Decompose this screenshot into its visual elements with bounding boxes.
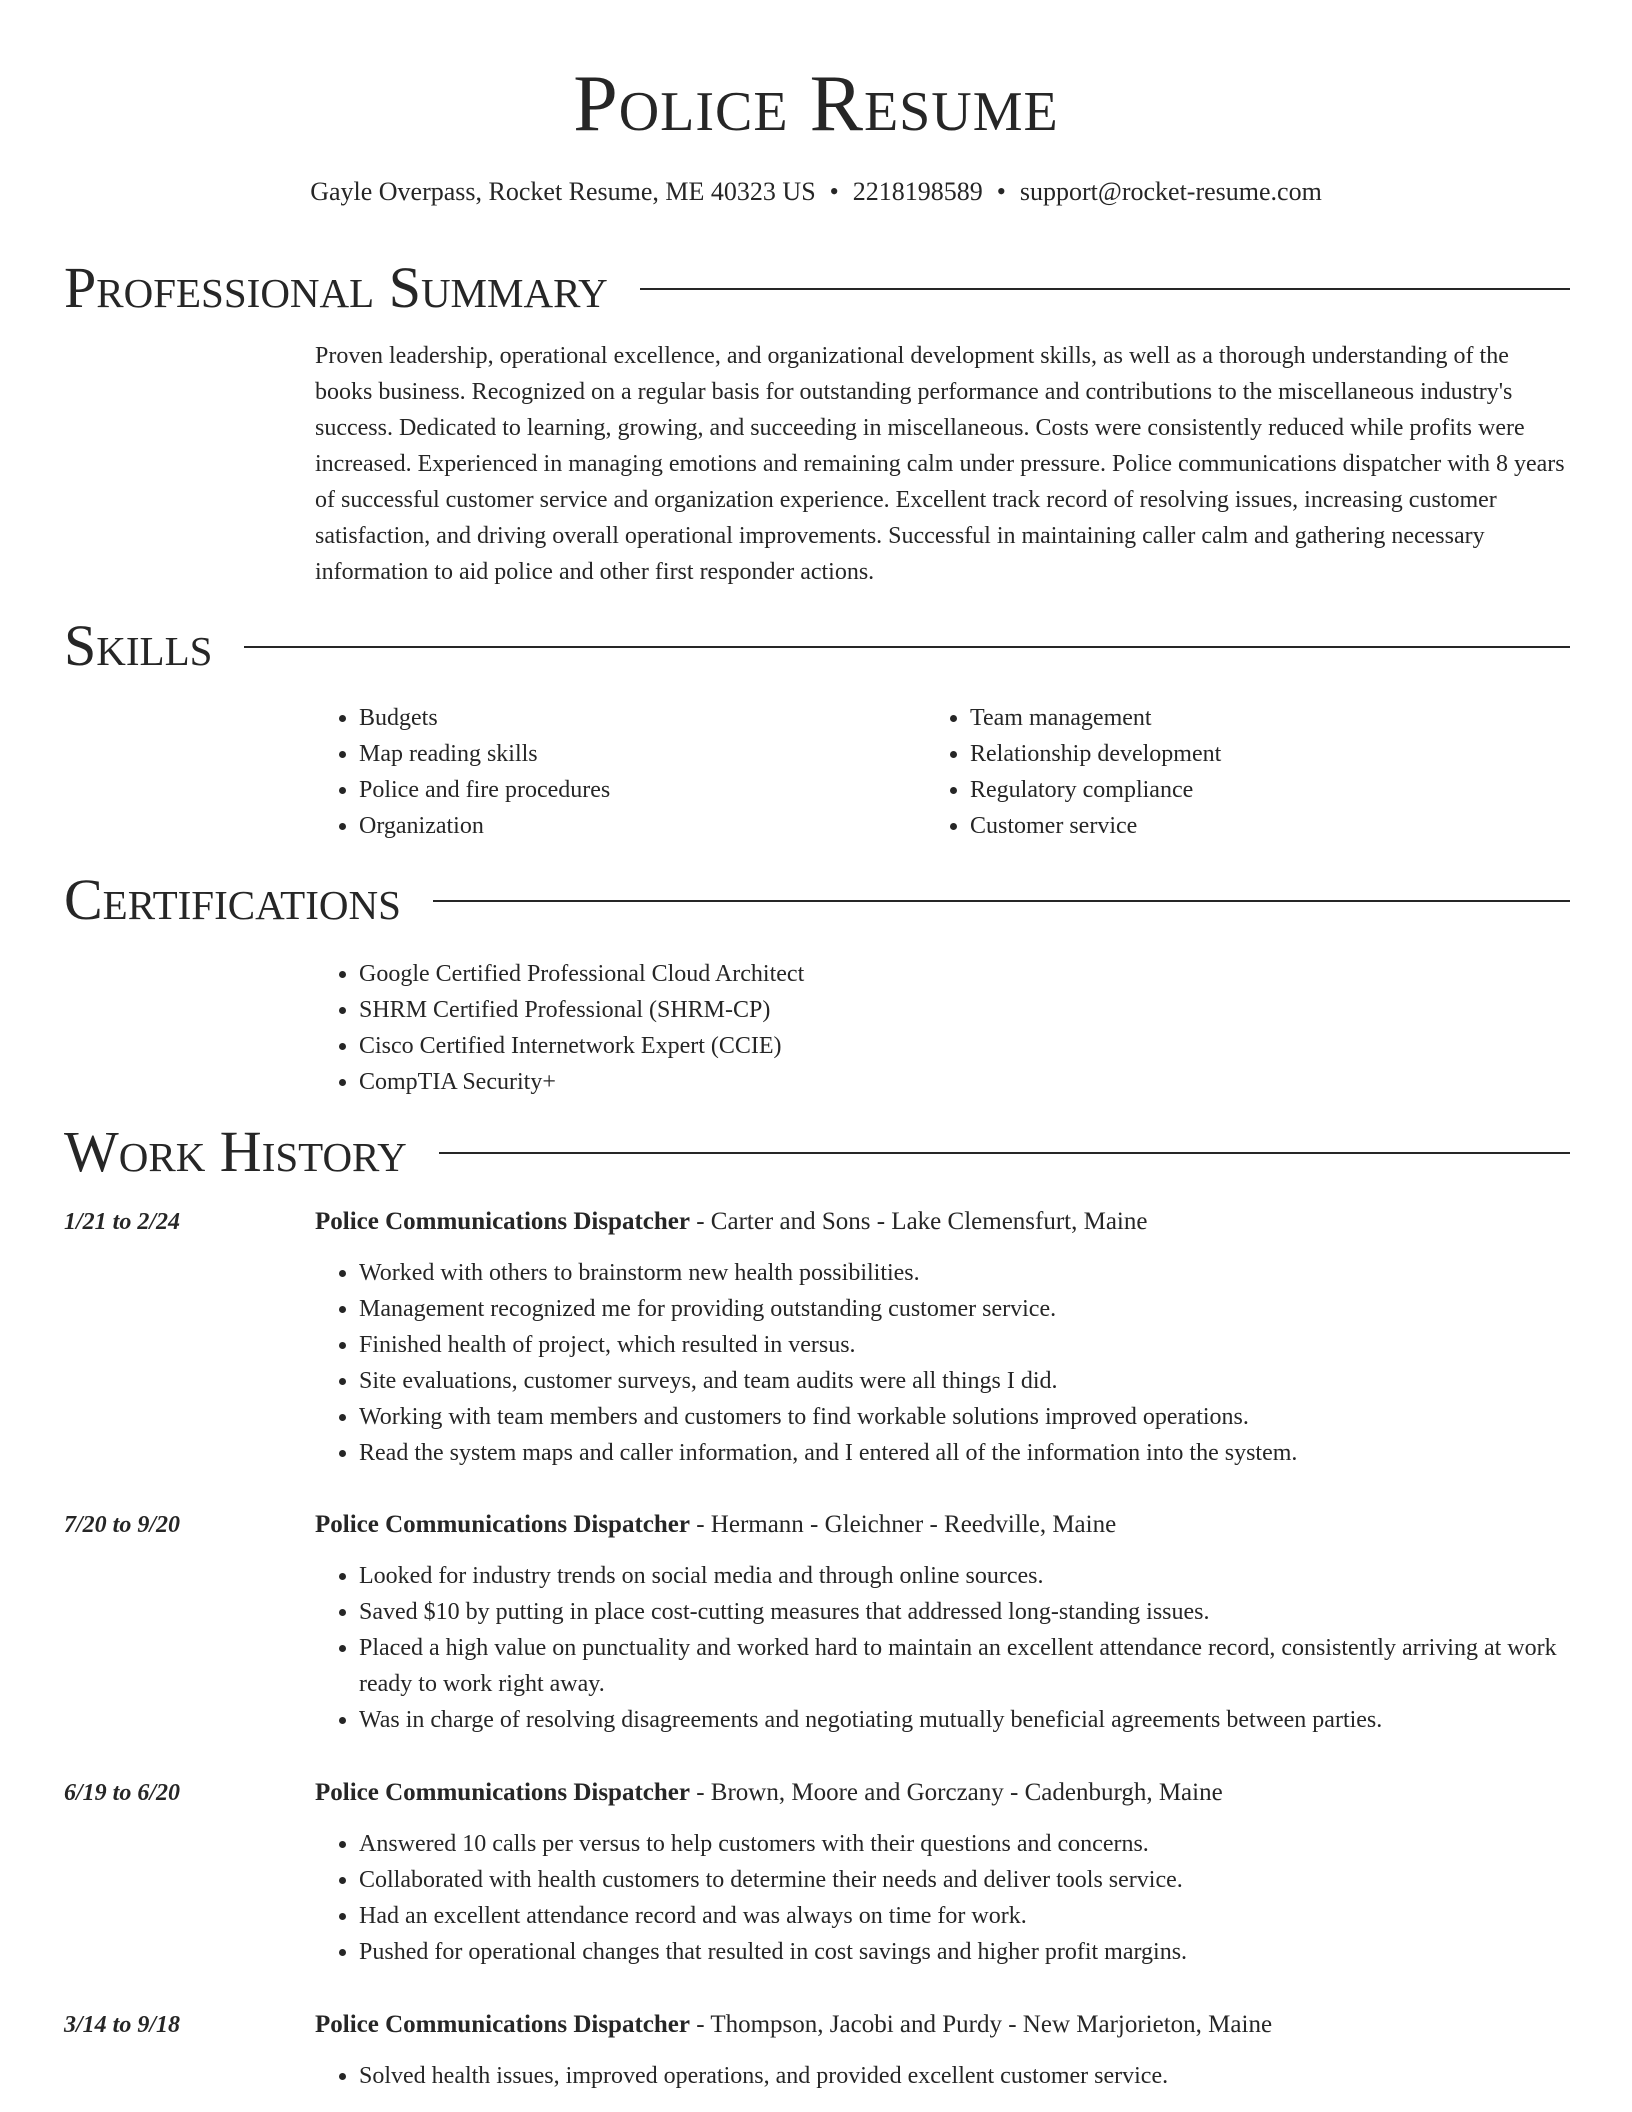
job-employer: - Brown, Moore and Gorczany - Cadenburgh, Maine <box>689 1779 1223 1806</box>
job-bullet: • Working with team members and customers to find workable solutions improved operations. <box>359 1399 1571 1435</box>
job-bullet: • Answered 10 calls per versus to help customers with their questions and concerns. <box>359 1826 1571 1862</box>
job-bullet: • Solved health issues, improved operations, and provided excellent customer service. <box>359 2058 1571 2094</box>
job-bullet: • Management recognized me for providing outstanding customer service. <box>359 1291 1571 1327</box>
job-dates: 7/20 to 9/20 <box>64 1512 181 1538</box>
job-bullet: • Worked with others to brainstorm new health possibilities. <box>359 1255 1571 1291</box>
job-bullet: • Read the system maps and caller information, and I entered all of the information into the system. <box>359 1435 1571 1471</box>
section-title-summary: Professional Summary <box>64 255 608 320</box>
section-header-summary <box>64 256 1570 320</box>
job-bullets <box>315 1558 1571 1738</box>
section-header-work-history <box>64 1120 1570 1184</box>
section-divider <box>244 646 1570 648</box>
skills-column-left <box>315 700 915 844</box>
job-bullet: • Placed a high value on punctuality and worked hard to maintain an excellent attendance record, consistently arriving at work ready to work right away. <box>359 1630 1571 1702</box>
job-bullets <box>315 1826 1571 1970</box>
job-dates: 6/19 to 6/20 <box>64 1780 181 1806</box>
skill-item: • Relationship development <box>970 736 1526 772</box>
job-bullets <box>315 1255 1571 1471</box>
certification-item: • CompTIA Security+ <box>359 1064 1515 1100</box>
job-employer: - Carter and Sons - Lake Clemensfurt, Maine <box>689 1208 1148 1235</box>
certification-item: • SHRM Certified Professional (SHRM-CP) <box>359 992 1515 1028</box>
section-header-certifications <box>64 868 1570 932</box>
contact-line <box>0 176 1632 208</box>
contact-separator: • <box>829 177 839 206</box>
skill-item: • Map reading skills <box>359 736 915 772</box>
job-bullet: • Was in charge of resolving disagreements and negotiating mutually beneficial agreements between parties. <box>359 1702 1571 1738</box>
certification-item: • Cisco Certified Internetwork Expert (CCIE) <box>359 1028 1515 1064</box>
job-heading <box>315 2008 1571 2042</box>
certification-item: • Google Certified Professional Cloud Architect <box>359 956 1515 992</box>
section-divider <box>640 288 1570 290</box>
skills-column-right <box>926 700 1526 844</box>
section-title-work-history: Work History <box>64 1119 407 1184</box>
job-bullet: • Finished health of project, which resulted in versus. <box>359 1327 1571 1363</box>
skill-item: • Regulatory compliance <box>970 772 1526 808</box>
contact-phone: 2218198589 <box>852 177 983 206</box>
contact-email: support@rocket-resume.com <box>1019 177 1322 206</box>
skill-item: • Organization <box>359 808 915 844</box>
skill-item: • Police and fire procedures <box>359 772 915 808</box>
skill-item: • Customer service <box>970 808 1526 844</box>
job-bullet: • Collaborated with health customers to determine their needs and deliver tools service. <box>359 1862 1571 1898</box>
section-divider <box>433 900 1570 902</box>
resume-title: Police Resume <box>573 60 1059 148</box>
job-bullet: • Saved $10 by putting in place cost-cutting measures that addressed long-standing issues. <box>359 1594 1571 1630</box>
section-title-skills: Skills <box>64 613 213 678</box>
section-divider <box>439 1152 1570 1154</box>
job-dates: 3/14 to 9/18 <box>64 2012 181 2038</box>
job-heading <box>315 1205 1571 1239</box>
certifications-list <box>315 956 1515 1100</box>
job-employer: - Hermann - Gleichner - Reedville, Maine <box>689 1511 1117 1538</box>
contact-address: Gayle Overpass, Rocket Resume, ME 40323 US <box>310 177 816 206</box>
skill-item: • Team management <box>970 700 1526 736</box>
section-header-skills <box>64 614 1570 678</box>
job-heading <box>315 1508 1571 1542</box>
job-role: Police Communications Dispatcher <box>315 1208 690 1235</box>
job-role: Police Communications Dispatcher <box>315 2011 690 2038</box>
job-employer: - Thompson, Jacobi and Purdy - New Marjorieton, Maine <box>689 2011 1273 2038</box>
job-bullets <box>315 2058 1571 2094</box>
skill-item: • Budgets <box>359 700 915 736</box>
section-title-certifications: Certifications <box>64 867 401 932</box>
contact-separator: • <box>996 177 1006 206</box>
job-bullet: • Site evaluations, customer surveys, and team audits were all things I did. <box>359 1363 1571 1399</box>
job-role: Police Communications Dispatcher <box>315 1511 690 1538</box>
job-bullet: • Had an excellent attendance record and was always on time for work. <box>359 1898 1571 1934</box>
job-bullet: • Looked for industry trends on social media and through online sources. <box>359 1558 1571 1594</box>
job-role: Police Communications Dispatcher <box>315 1779 690 1806</box>
job-bullet: • Pushed for operational changes that resulted in cost savings and higher profit margins. <box>359 1934 1571 1970</box>
job-heading <box>315 1776 1571 1810</box>
summary-text: Proven leadership, operational excellence, and organizational development skills, as well as a thorough understanding of the books business. Recognized on a regular basis for outstanding performance and contributions to the miscellaneous industry's success. Dedicated to learning, growing, and succeeding in miscellaneous. Costs were consistently reduced while profits were increased. Experienced in managing emotions and remaining calm under pressure. Police communications dispatcher with 8 years of successful customer service and organization experience. Excellent track record of resolving issues, increasing customer satisfaction, and driving overall operational improvements. Successful in maintaining caller calm and gathering necessary information to aid police and other first responder actions. <box>315 343 1565 585</box>
job-dates: 1/21 to 2/24 <box>64 1209 181 1235</box>
